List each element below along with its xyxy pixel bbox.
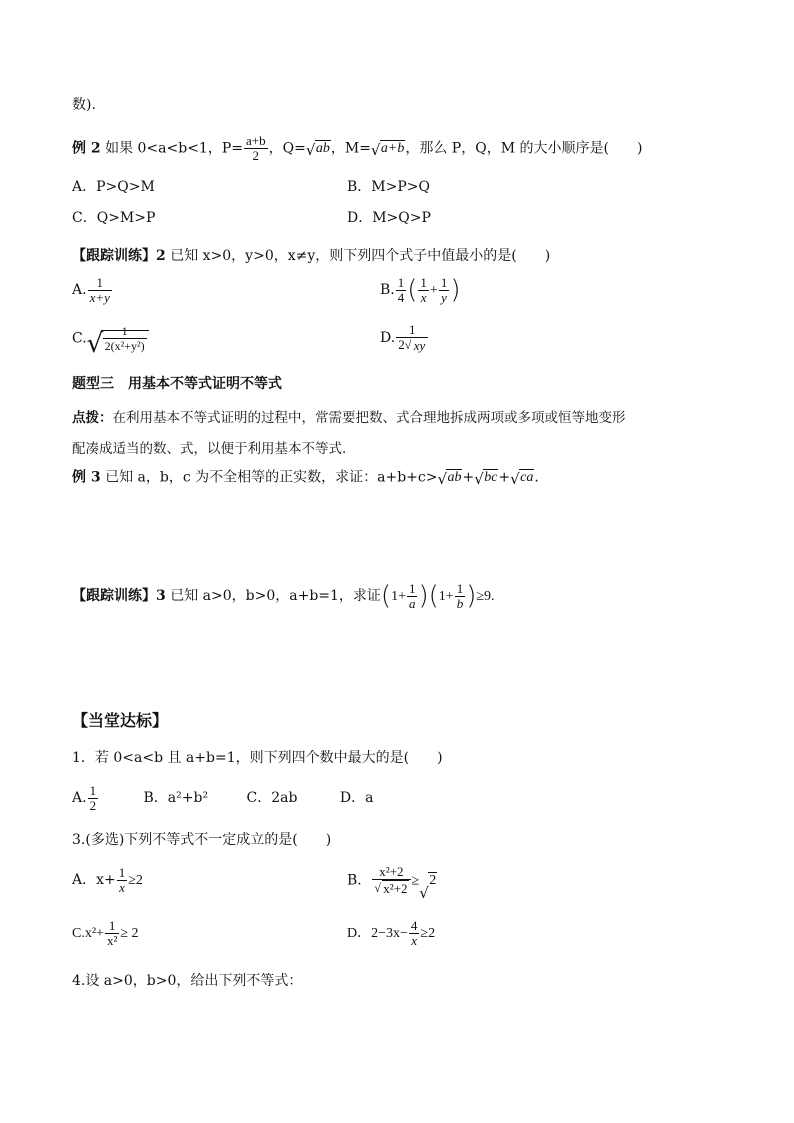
continuation-text: 数). [72, 97, 96, 113]
p-fraction: $\frac{a+b}{2}$ [246, 133, 266, 163]
sqrt-a-plus-b: √ a+b [370, 141, 405, 159]
example-2-question: 例 2 如果 0<a<b<1，P= $\frac{a+b}{2}$ ，Q= √ ab，M= √ a+b，那么 P，Q，M 的大小顺序是( ) [72, 133, 643, 163]
question-1: 1．若 0<a<b 且 a+b=1，则下列四个数中最大的是( ) [72, 750, 443, 766]
question-1-options: A. $\frac{1}{2}$ B．a²+b² C．2ab D．a [72, 782, 374, 813]
example-2-option-a: A．P>Q>M [72, 179, 155, 195]
training-2-question: 【跟踪训练】2 已知 x>0，y>0，x≠y，则下列四个式子中值最小的是( ) [72, 248, 551, 264]
example-2-option-c: C．Q>M>P [72, 210, 156, 226]
training-2-option-c: C. √ $\frac{1}{\text{2(x²+y²)}}$ [72, 318, 149, 359]
example-3-question: 例 3 已知 a，b，c 为不全相等的正实数，求证：a+b+c> √ ab+ √ bc+ √ ca. [72, 469, 539, 488]
question-3: 3.(多选)下列不等式不一定成立的是( ) [72, 832, 332, 848]
training-2-label: 【跟踪训练】2 [72, 248, 166, 264]
training-2-option-a: A. $\frac{1}{x+y}$ [72, 274, 110, 305]
question-3-option-c: C.x²+ $\frac{1}{\text{x²}}$ ≥ 2 [72, 917, 139, 948]
question-4: 4.设 a>0，b>0，给出下列不等式： [72, 973, 303, 989]
question-3-option-d: D．2−3x− $\frac{4}{x}$ ≥2 [347, 917, 436, 948]
tip-line-2: 配凑成适当的数、式，以便于利用基本不等式. [72, 441, 347, 457]
question-3-option-a: A．x+ $\frac{1}{x}$ ≥2 [72, 864, 143, 895]
example-2-option-d: D．M>Q>P [347, 210, 431, 226]
section-title-class-practice: 【当堂达标】 [72, 711, 169, 730]
sqrt-ab: √ ab [305, 141, 330, 159]
training-2-option-d: D. 1 2 √ xy [380, 320, 429, 356]
example-2-option-b: B．M>P>Q [347, 179, 430, 195]
question-3-option-b: B． x²+2 √ x²+2 ≥ √ 2 [347, 864, 437, 902]
training-3-question: 【跟踪训练】3 已知 a>0，b>0，a+b=1，求证(1+ $\frac{1}{a}$ )(1+ $\frac{1}{b}$ )≥9. [72, 580, 495, 611]
example-2-label: 例 2 [72, 140, 101, 157]
section-type-3-title: 题型三 用基本不等式证明不等式 [72, 376, 282, 392]
training-2-option-b: B. $\frac{1}{4}$ ( $\frac{1}{x}$ + $\frac{1}{y}$ ) [380, 274, 461, 305]
tip-line-1: 点拨：在利用基本不等式证明的过程中，常需要把数、式合理地拆成两项或多项或恒等地变形 [72, 410, 626, 426]
